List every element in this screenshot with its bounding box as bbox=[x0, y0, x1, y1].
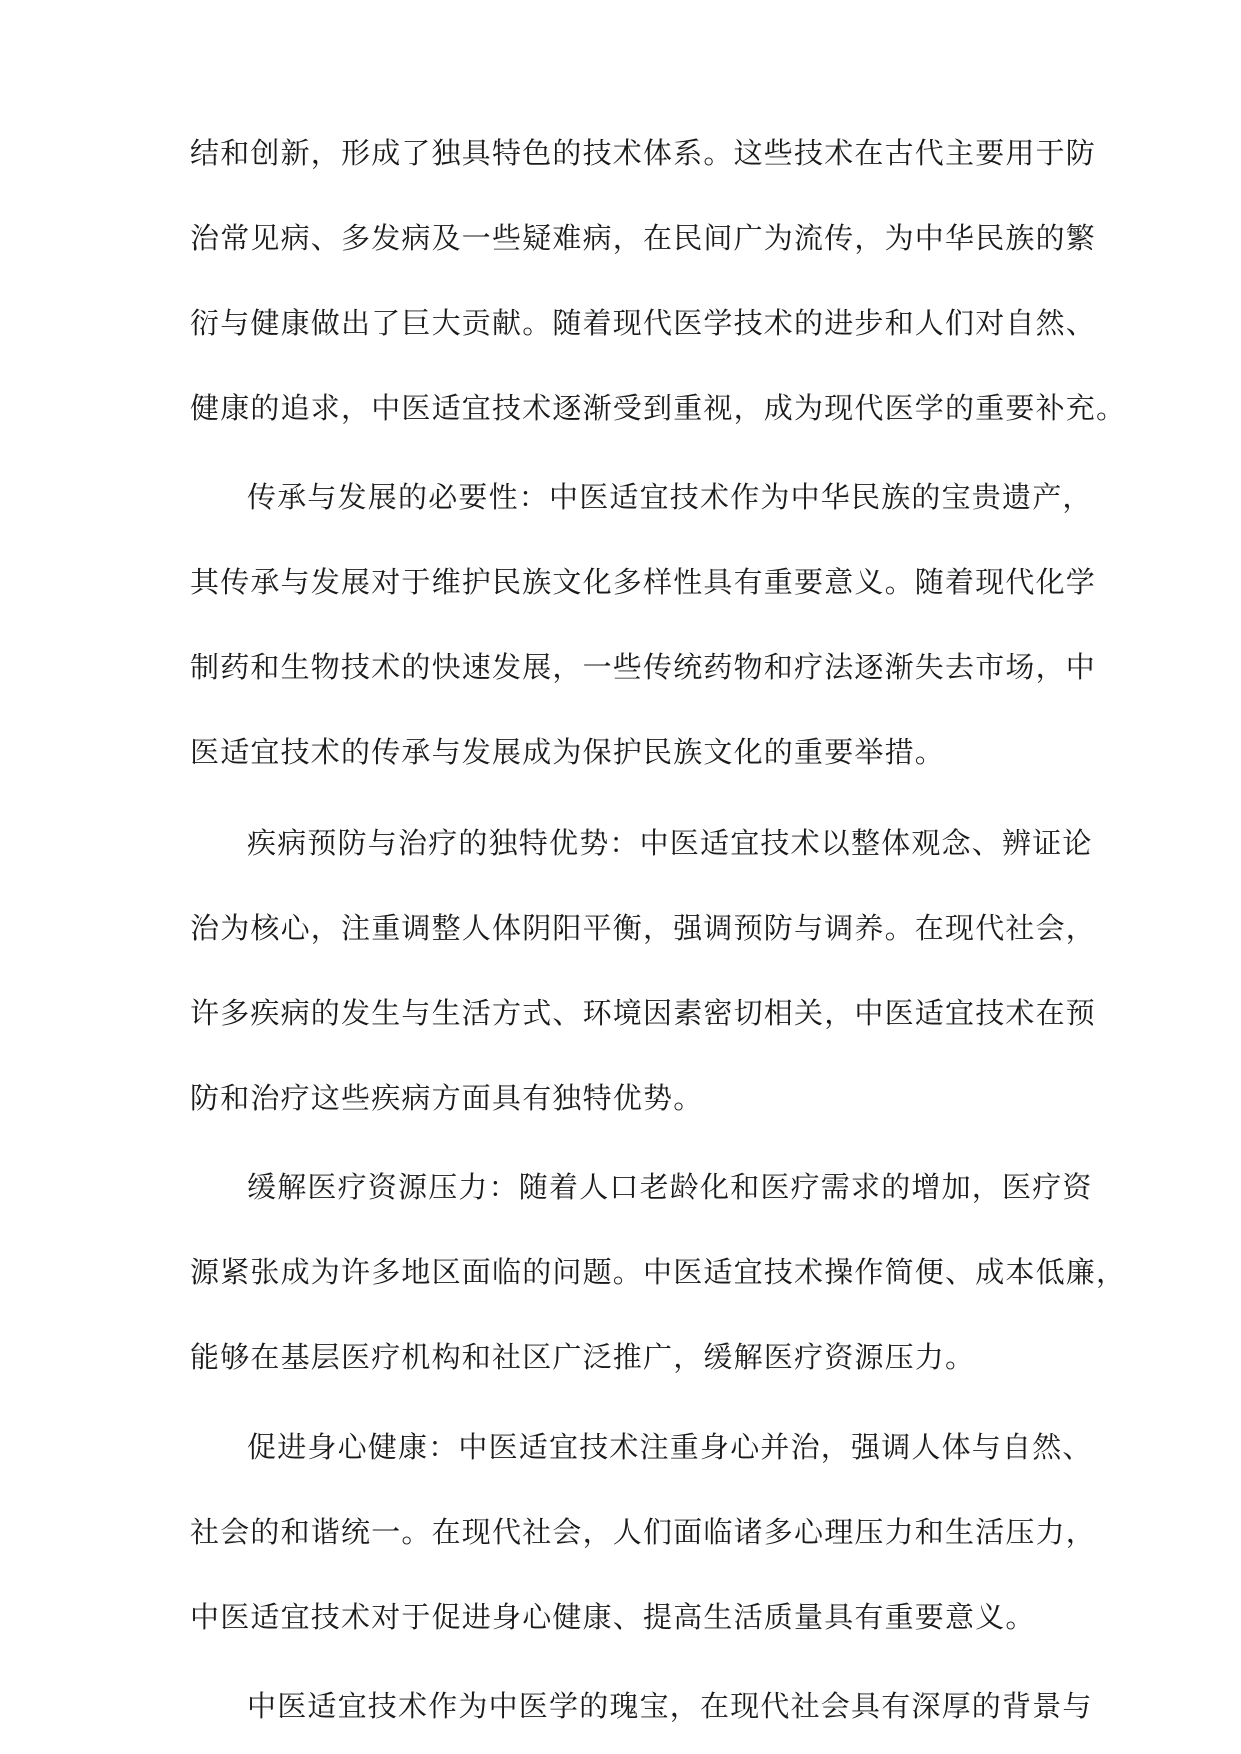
text-line-15: 能够在基层医疗机构和社区广泛推广，缓解医疗资源压力。 bbox=[190, 1340, 976, 1374]
paragraph-heading-inheritance: 传承与发展的必要性：中医适宜技术作为中华民族的宝贵遗产， bbox=[247, 480, 1093, 514]
text-line-8: 医适宜技术的传承与发展成为保护民族文化的重要举措。 bbox=[190, 735, 946, 769]
text-line-10: 治为核心，注重调整人体阴阳平衡，强调预防与调养。在现代社会， bbox=[190, 911, 1097, 945]
text-line-7: 制药和生物技术的快速发展，一些传统药物和疗法逐渐失去市场，中 bbox=[190, 650, 1097, 684]
text-line-2: 治常见病、多发病及一些疑难病，在民间广为流传，为中华民族的繁 bbox=[190, 221, 1097, 255]
paragraph-heading-resources: 缓解医疗资源压力：随着人口老龄化和医疗需求的增加，医疗资 bbox=[247, 1170, 1093, 1204]
text-line-17: 社会的和谐统一。在现代社会，人们面临诸多心理压力和生活压力， bbox=[190, 1515, 1097, 1549]
text-line-11: 许多疾病的发生与生活方式、环境因素密切相关，中医适宜技术在预 bbox=[190, 996, 1097, 1030]
text-line-4: 健康的追求，中医适宜技术逐渐受到重视，成为现代医学的重要补充。 bbox=[190, 391, 1127, 425]
paragraph-conclusion: 中医适宜技术作为中医学的瑰宝，在现代社会具有深厚的背景与 bbox=[247, 1689, 1093, 1723]
text-line-3: 衍与健康做出了巨大贡献。随着现代医学技术的进步和人们对自然、 bbox=[190, 306, 1097, 340]
text-line-6: 其传承与发展对于维护民族文化多样性具有重要意义。随着现代化学 bbox=[190, 565, 1097, 599]
text-line-18: 中医适宜技术对于促进身心健康、提高生活质量具有重要意义。 bbox=[190, 1600, 1036, 1634]
text-line-1: 结和创新，形成了独具特色的技术体系。这些技术在古代主要用于防 bbox=[190, 136, 1097, 170]
paragraph-heading-prevention: 疾病预防与治疗的独特优势：中医适宜技术以整体观念、辨证论 bbox=[247, 826, 1093, 860]
paragraph-heading-health: 促进身心健康：中医适宜技术注重身心并治，强调人体与自然、 bbox=[247, 1430, 1093, 1464]
text-line-14: 源紧张成为许多地区面临的问题。中医适宜技术操作简便、成本低廉， bbox=[190, 1255, 1127, 1289]
text-line-12: 防和治疗这些疾病方面具有独特优势。 bbox=[190, 1081, 704, 1115]
